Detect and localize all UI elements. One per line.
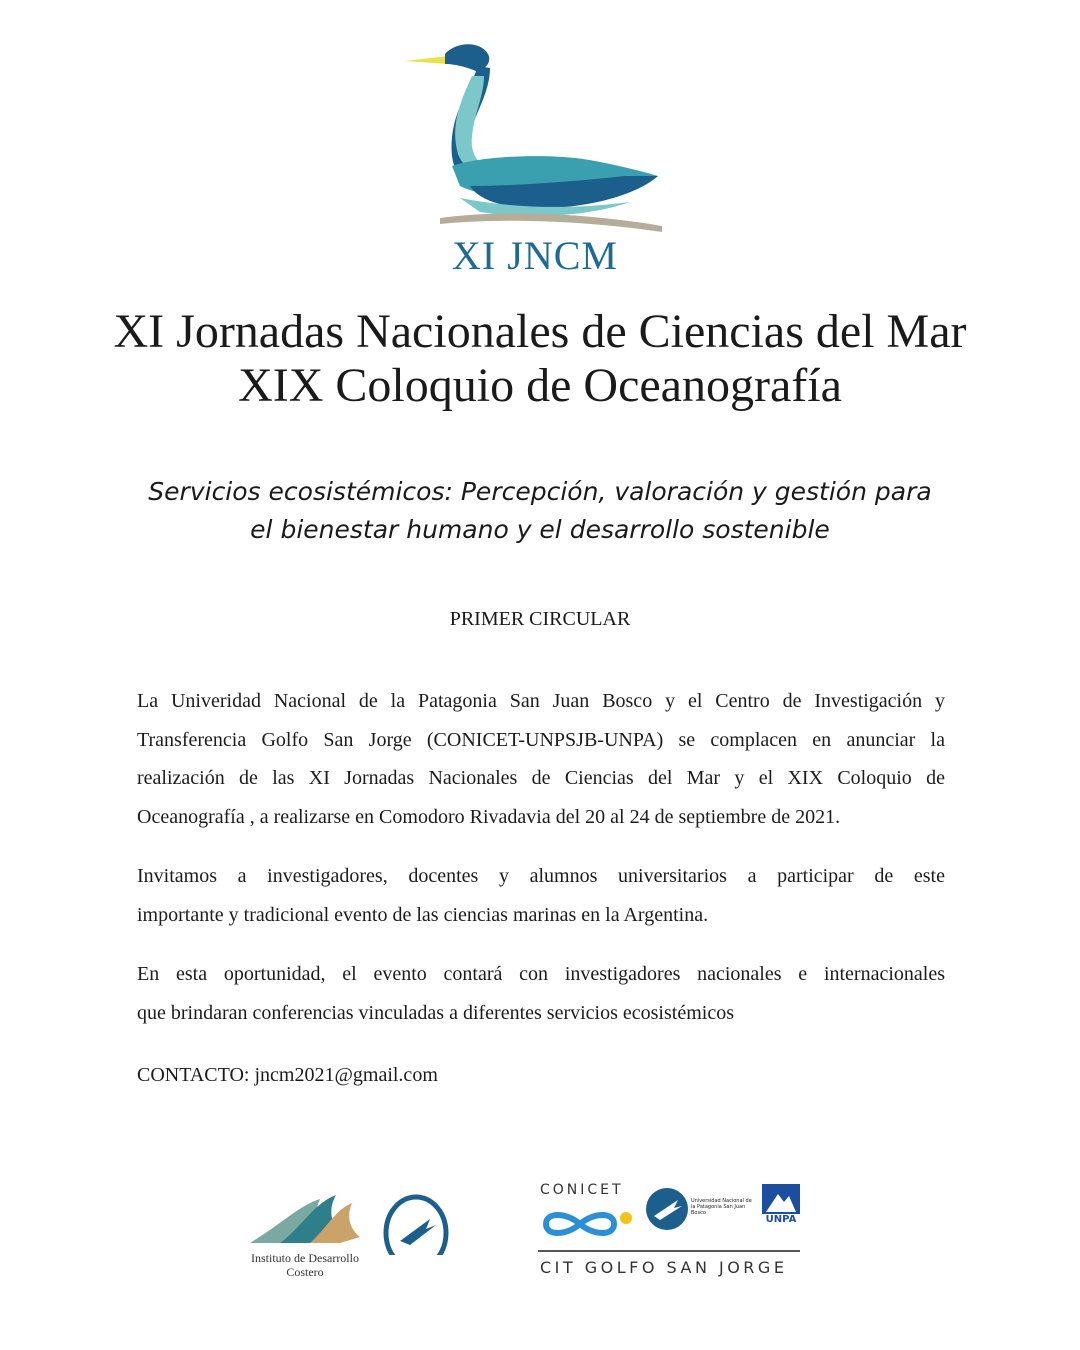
theme-line-2: el bienestar humano y el desarrollo sostenible: [250, 515, 830, 544]
cit-label: CIT GOLFO SAN JORGE: [540, 1258, 788, 1277]
paragraph-invitation: [137, 857, 945, 934]
paragraph-speakers: [137, 955, 945, 1032]
grebe-bird-icon: [400, 36, 670, 236]
unpa-label: UNPA: [765, 1214, 797, 1225]
waves-logo-icon: [240, 1185, 460, 1255]
paragraph-line: La Univeridad Nacional de la Patagonia San Juan Bosco y el Centro de Investigación y: [137, 690, 945, 712]
paragraph-announcement: [137, 682, 945, 836]
paragraph-line: realización de las XI Jornadas Nacionales de Ciencias del Mar y el XIX Coloquio de: [137, 767, 945, 789]
footer-right-logos: [536, 1178, 806, 1288]
paragraph-line: En esta oportunidad, el evento contará con investigadores nacionales e internacionales: [137, 963, 945, 985]
conicet-label: CONICET: [540, 1182, 624, 1198]
idc-label-line-2: Costero: [286, 1265, 324, 1279]
footer-divider: [538, 1250, 800, 1252]
paragraph-line: Invitamos a investigadores, docentes y alumnos universitarios a participar de este: [137, 865, 945, 887]
circular-label: PRIMER CIRCULAR: [449, 608, 631, 630]
paragraph-line: que brindaran conferencias vinculadas a diferentes servicios ecosistémicos: [137, 1001, 734, 1024]
unpa-mountain-icon: [762, 1184, 800, 1214]
paragraph-line: importante y tradicional evento de las ciencias marinas en la Argentina.: [137, 903, 709, 926]
conicet-infinity-icon: [540, 1204, 650, 1244]
paragraph-line: Oceanografía , a realizarse en Comodoro Rivadavia del 20 al 24 de septiembre de 2021.: [137, 805, 841, 828]
footer-left-logos: [240, 1185, 460, 1290]
unpsjb-seal-icon: [644, 1186, 690, 1232]
idc-label-line-1: Instituto de Desarrollo: [251, 1251, 359, 1265]
event-title: XI Jornadas Nacionales de Ciencias del Mar: [113, 305, 967, 358]
theme-line-1: Servicios ecosistémicos: Percepción, valoración y gestión para: [148, 477, 932, 506]
contact-email: CONTACTO: jncm2021@gmail.com: [137, 1064, 438, 1086]
event-logo-text: XI JNCM: [452, 233, 618, 278]
paragraph-line: Transferencia Golfo San Jorge (CONICET-UNPSJB-UNPA) se complacen en anunciar la: [137, 728, 945, 751]
event-logo: [400, 36, 670, 276]
event-subtitle-title: XIX Coloquio de Oceanografía: [238, 359, 842, 412]
unpsjb-label: Universidad Nacional de la Patagonia San Juan Bosco: [691, 1198, 752, 1216]
idc-label: [240, 1251, 370, 1279]
